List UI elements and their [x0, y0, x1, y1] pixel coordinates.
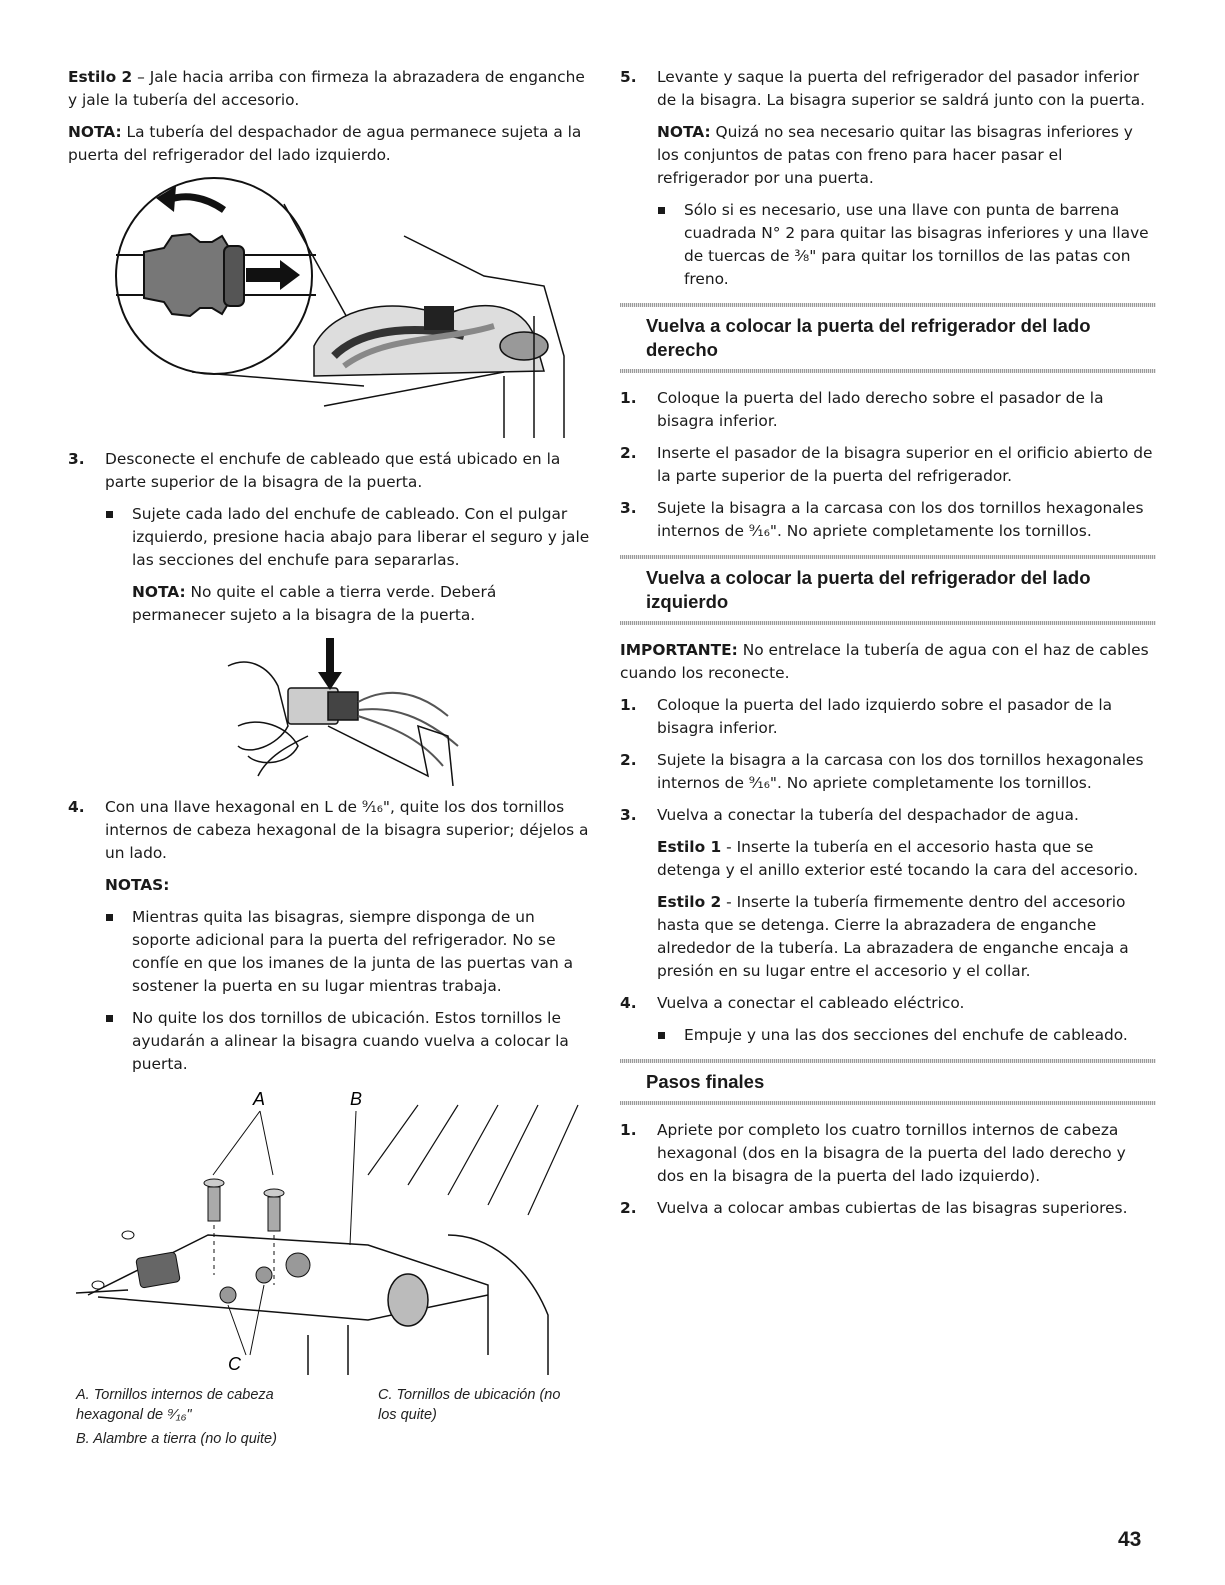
label-c: C [228, 1354, 241, 1374]
section-heading-final: Pasos finales [620, 1059, 1156, 1105]
left-door-step-1: 1. Coloque la puerta del lado izquierdo sobre el pasador de la bisagra inferior. [620, 696, 1113, 737]
section-heading-right-door: Vuelva a colocar la puerta del refrigerador del lado derecho [620, 303, 1156, 373]
step-3-bullet: Sujete cada lado del enchufe de cableado. Con el pulgar izquierdo, presione hacia abajo para liberar el seguro y jale las secciones del enchufe para separarlas. [68, 503, 590, 572]
notas-bullet-1: Mientras quita las bisagras, siempre disponga de un soporte adicional para la puerta del refrigerador. No se confíe en que los imanes de la junta de las puertas van a sostener la puerta en su lugar mientras trabaja. [68, 906, 590, 998]
bullet-square-icon [106, 511, 113, 518]
caption-c: C. Tornillos de ubicación (no los quite) [378, 1387, 561, 1423]
step-5: 5. Levante y saque la puerta del refrigerador del pasador inferior de la bisagra. La bisagra superior se saldrá junto con la puerta. [620, 68, 1146, 109]
figure-captions [68, 1385, 590, 1455]
right-door-step-1: 1. Coloque la puerta del lado derecho sobre el pasador de la bisagra inferior. [620, 389, 1104, 430]
step-5-note: NOTA: Quizá no sea necesario quitar las bisagras inferiores y los conjuntos de patas con freno para hacer pasar el refrigerador por una puerta. [657, 123, 1133, 187]
final-step-1: 1. Apriete por completo los cuatro tornillos internos de cabeza hexagonal (dos en la bisagra de la puerta del lado derecho y dos en la bisagra de la puerta del lado izquierdo). [620, 1121, 1126, 1185]
tubing-clamp-figure [104, 176, 590, 438]
wiring-plug-figure [218, 636, 590, 786]
step-3-note: NOTA: No quite el cable a tierra verde. Deberá permanecer sujeto a la bisagra de la puerta. [132, 583, 497, 624]
bullet-square-icon [658, 207, 665, 214]
hatch-rule [620, 1101, 1156, 1105]
step-4: 4. Con una llave hexagonal en L de ⁹⁄₁₆", quite los dos tornillos internos de cabeza hexagonal de la bisagra superior; déjelos a un lado. [68, 798, 589, 862]
hatch-rule [620, 621, 1156, 625]
right-door-step-3: 3. Sujete la bisagra a la carcasa con los dos tornillos hexagonales internos de ⁹⁄₁₆". No apriete completamente los tornillos. [620, 499, 1144, 540]
bullet-square-icon [106, 1015, 113, 1022]
hinge-screws-illustration [68, 1085, 590, 1375]
right-column [620, 66, 1156, 1229]
notas-label: NOTAS: [105, 876, 170, 894]
step-3: 3. Desconecte el enchufe de cableado que está ubicado en la parte superior de la bisagra de la puerta. [68, 450, 561, 491]
bullet-square-icon [658, 1032, 665, 1039]
caption-b: B. Alambre a tierra (no lo quite) [76, 1431, 277, 1447]
nota-paragraph: NOTA: La tubería del despachador de agua permanece sujeta a la puerta del refrigerador del lado izquierdo. [68, 123, 582, 164]
estilo2-paragraph: Estilo 2 – Jale hacia arriba con firmeza la abrazadera de enganche y jale la tubería del accesorio. [68, 68, 585, 109]
label-a: A [253, 1089, 266, 1109]
notas-bullet-2: No quite los dos tornillos de ubicación. Estos tornillos le ayudarán a alinear la bisagra cuando vuelva a colocar la puerta. [68, 1007, 590, 1076]
caption-a: A. Tornillos internos de cabeza hexagonal de ⁹⁄₁₆" [76, 1387, 274, 1423]
hinge-screws-figure [68, 1085, 590, 1375]
left-door-step-2: 2. Sujete la bisagra a la carcasa con los dos tornillos hexagonales internos de ⁹⁄₁₆". No apriete completamente los tornillos. [620, 751, 1144, 792]
left-door-step-4: 4. Vuelva a conectar el cableado eléctrico. [620, 994, 965, 1012]
final-step-2: 2. Vuelva a colocar ambas cubiertas de las bisagras superiores. [620, 1199, 1128, 1217]
bullet-square-icon [106, 914, 113, 921]
tubing-clamp-illustration [104, 176, 590, 438]
hatch-rule [620, 369, 1156, 373]
page-number: 43 [1118, 1528, 1142, 1551]
estilo2-paragraph-right: Estilo 2 - Inserte la tubería firmemente dentro del accesorio hasta que se detenga. Cierre la abrazadera de enganche alrededor de la tubería. La abrazadera de enganche encaja a presión en su lugar entre el accesorio y el collar. [657, 893, 1129, 980]
left-column [68, 66, 590, 1455]
left-door-step-4-bullet: Empuje y una las dos secciones del enchufe de cableado. [620, 1024, 1156, 1047]
section-heading-left-door: Vuelva a colocar la puerta del refrigerador del lado izquierdo [620, 555, 1156, 625]
right-door-step-2: 2. Inserte el pasador de la bisagra superior en el orificio abierto de la parte superior de la puerta del refrigerador. [620, 444, 1153, 485]
left-door-step-3: 3. Vuelva a conectar la tubería del despachador de agua. [620, 806, 1079, 824]
wiring-plug-illustration [218, 636, 478, 786]
estilo1-paragraph: Estilo 1 - Inserte la tubería en el accesorio hasta que se detenga y el anillo exterior esté tocando la cara del accesorio. [657, 838, 1139, 879]
step-5-bullet: Sólo si es necesario, use una llave con punta de barrena cuadrada N° 2 para quitar las bisagras inferiores y una llave de tuercas de ³⁄₈" para quitar los tornillos de las patas con freno. [620, 199, 1156, 291]
label-b: B [350, 1089, 363, 1109]
importante-paragraph: IMPORTANTE: No entrelace la tubería de agua con el haz de cables cuando los reconecte. [620, 641, 1149, 682]
